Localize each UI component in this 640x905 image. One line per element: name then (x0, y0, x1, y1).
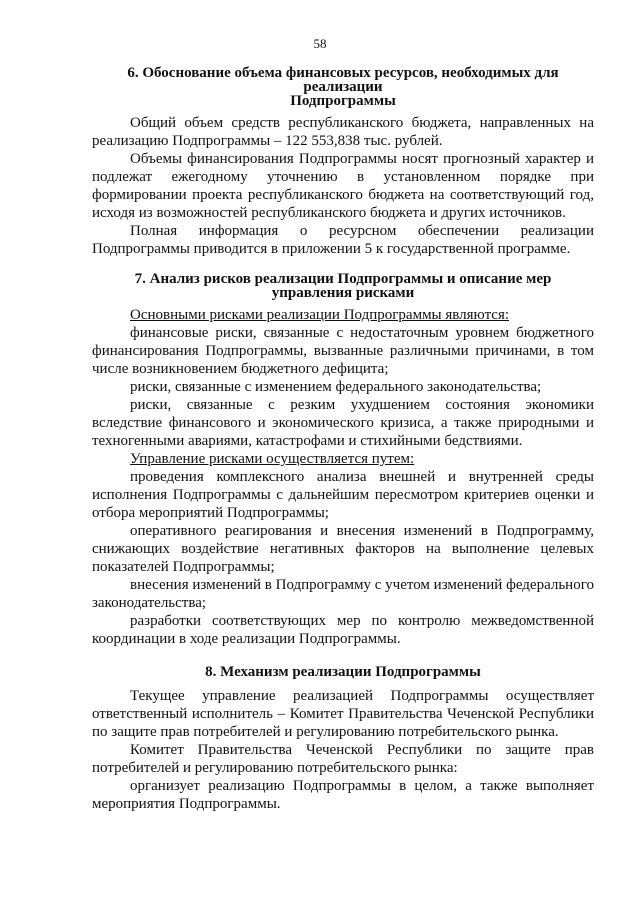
section-7-paragraph-3: риски, связанные с изменением федерального законодательства; (130, 379, 542, 395)
section-6-paragraph-1: Общий объем средств республиканского бюджета, направленных на реализацию Подпрограммы – 122 553,838 тыс. рублей. (92, 115, 594, 149)
section-6-paragraph-3: Полная информация о ресурсном обеспечении реализации Подпрограммы приводится в приложении 5 к государственной программе. (92, 223, 594, 257)
section-7-paragraph-2: финансовые риски, связанные с недостаточным уровнем бюджетного финансирования Подпрограммы, вызванные различными причинами, в том числе возникновением бюджетного дефицита; (92, 325, 594, 377)
risks-heading-text: Основными рисками реализации Подпрограммы являются: (130, 307, 510, 323)
section-7-title-line-2: управления рисками (271, 285, 415, 301)
section-7-paragraph-8: внесения изменений в Подпрограмму с учетом изменений федерального законодательства; (92, 577, 594, 611)
section-6-title-line-2: Подпрограммы (290, 93, 396, 109)
section-7-paragraph-9: разработки соответствующих мер по контролю межведомственной координации в ходе реализации Подпрограммы. (92, 613, 594, 647)
section-6-paragraph-2: Объемы финансирования Подпрограммы носят прогнозный характер и подлежат ежегодному уточнению в установленном порядке при формировании проекта республиканского бюджета на соответствующий год, исходя из возможностей республиканского бюджета и других источников. (92, 151, 594, 221)
section-7-title-line-1: 7. Анализ рисков реализации Подпрограммы и описание мер (134, 271, 552, 287)
section-8-paragraph-1: Текущее управление реализацией Подпрограммы осуществляет ответственный исполнитель – Комитет Правительства Чеченской Республики по защите прав потребителей и регулированию потребительского рынка. (92, 688, 594, 740)
section-7-paragraph-4: риски, связанные с резким ухудшением состояния экономики вследствие финансового и экономического кризиса, а также природными и техногенными авариями, катастрофами и стихийными бедствиями. (92, 397, 594, 449)
section-6-title-line-1: 6. Обоснование объема финансовых ресурсов, необходимых для реализации (127, 65, 559, 95)
section-7-paragraph-7: оперативного реагирования и внесения изменений в Подпрограмму, снижающих воздействие негативных факторов на выполнение целевых показателей Подпрограммы; (92, 523, 594, 575)
section-7-risks-heading (92, 306, 594, 324)
section-6-title (92, 66, 594, 108)
section-8-paragraph-2: Комитет Правительства Чеченской Республики по защите прав потребителей и регулированию потребительского рынка: (92, 742, 594, 776)
section-7-paragraph-6: проведения комплексного анализа внешней и внутренней среды исполнения Подпрограммы с дальнейшим пересмотром критериев оценки и отбора мероприятий Подпрограммы; (92, 469, 594, 521)
section-8-title-line-1: 8. Механизм реализации Подпрограммы (205, 664, 481, 680)
management-heading-text: Управление рисками осуществляется путем: (130, 451, 415, 467)
page-number: 58 (313, 36, 327, 51)
section-7-management-heading (92, 450, 594, 468)
section-7-title (92, 272, 594, 300)
section-8-title (92, 665, 594, 679)
section-8-paragraph-3: организует реализацию Подпрограммы в целом, а также выполняет мероприятия Подпрограммы. (92, 778, 594, 812)
page-content (92, 66, 594, 813)
